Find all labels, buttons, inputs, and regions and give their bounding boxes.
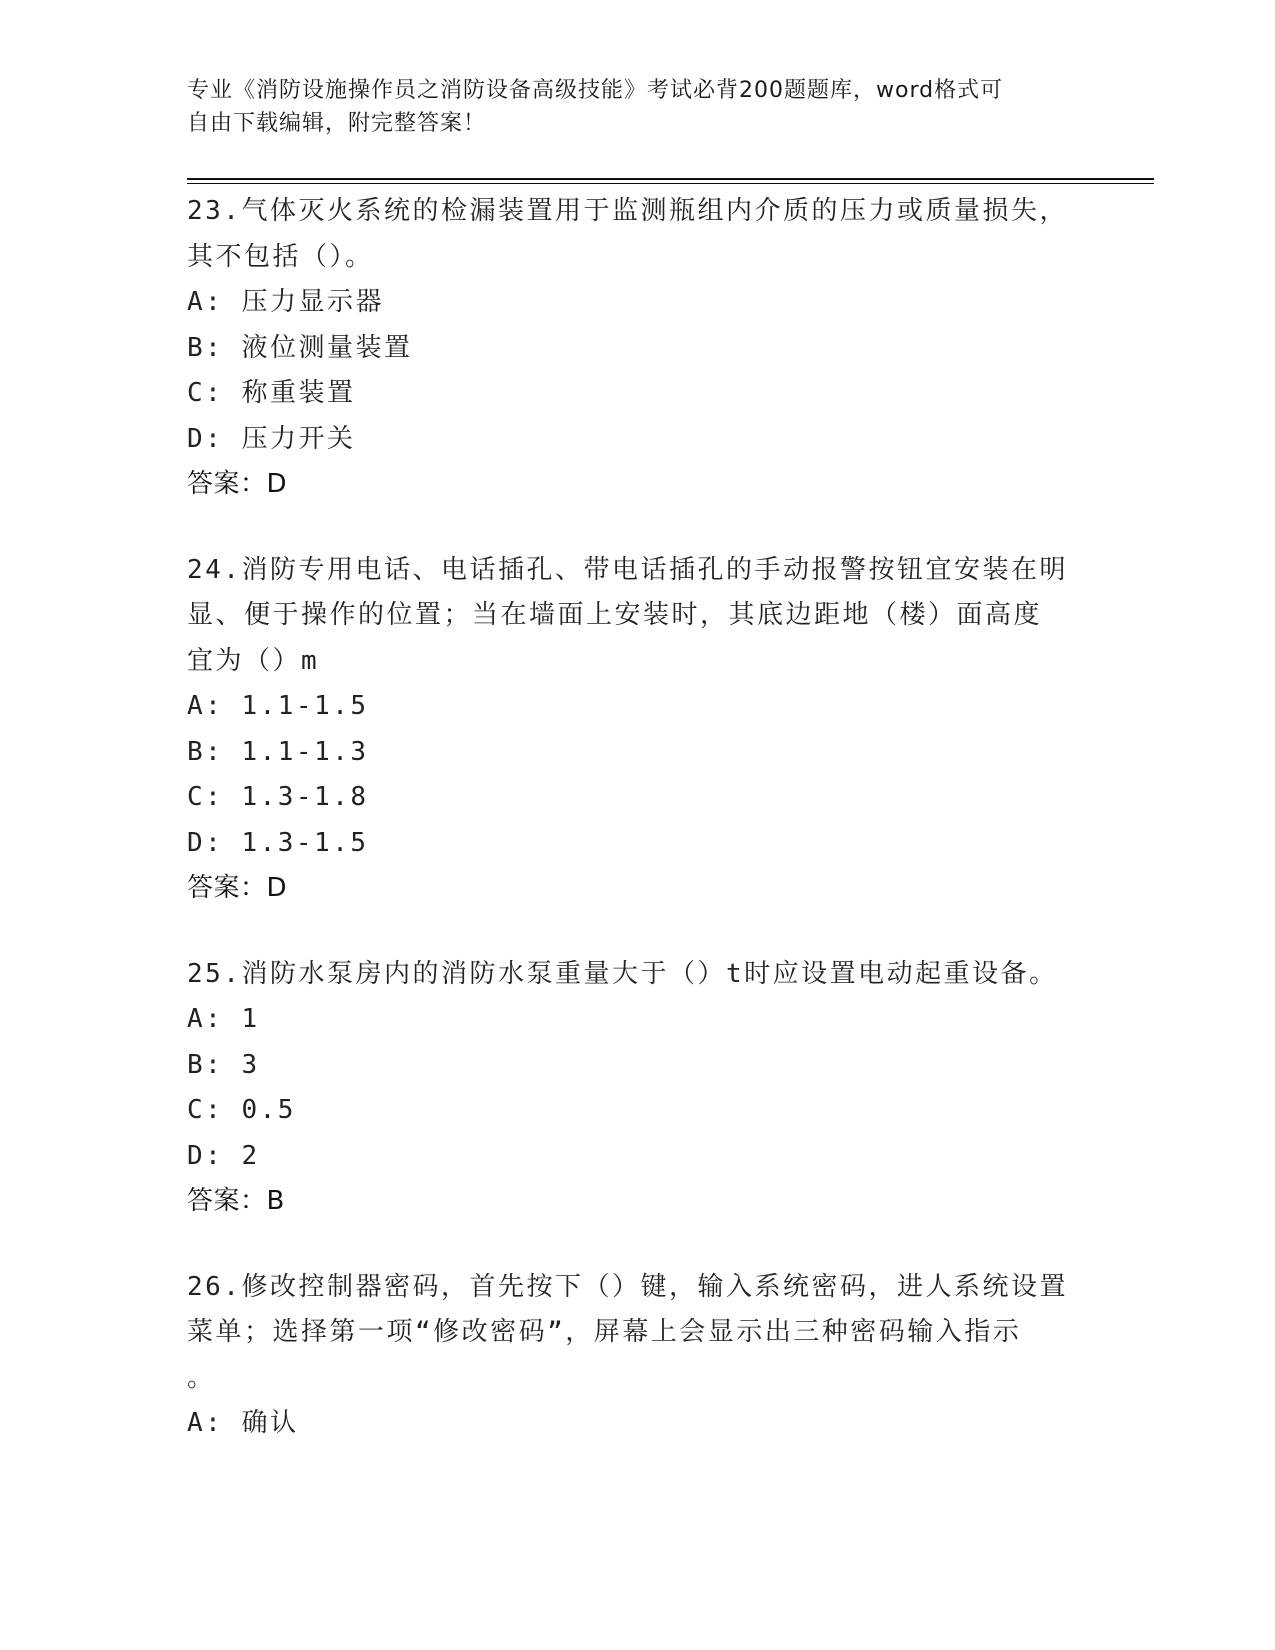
option-a: A: 确认 (187, 1408, 299, 1438)
answer: 答案：D (187, 873, 288, 903)
option-b: B: 3 (187, 1049, 260, 1080)
question-23 (187, 189, 1087, 508)
answer: 答案：D (187, 469, 288, 499)
question-26 (187, 1265, 1087, 1447)
page-header: 专业《消防设施操作员之消防设备高级技能》考试必背200题题库，word格式可 自由下载编辑，附完整答案！ (187, 78, 1004, 136)
header-rule-thick (187, 178, 1154, 180)
question-24 (187, 548, 1087, 912)
answer: 答案：B (187, 1186, 285, 1216)
question-stem: 26.修改控制器密码，首先按下（）键，输入系统密码，进人系统设置 菜单；选择第一项“修改密码”，屏幕上会显示出三种密码输入指示 。 (187, 1271, 1068, 1393)
option-b: B: 液位测量装置 (187, 332, 413, 363)
option-d: D: 2 (187, 1140, 260, 1171)
option-c: C: 0.5 (187, 1095, 296, 1125)
option-c: C: 1.3-1.8 (187, 782, 369, 812)
question-stem: 25.消防水泵房内的消防水泵重量大于（）t时应设置电动起重设备。 (187, 958, 1058, 989)
option-a: A: 1 (187, 1004, 260, 1034)
option-d: D: 1.3-1.5 (187, 827, 369, 858)
option-d: D: 压力开关 (187, 423, 356, 454)
question-stem: 23.气体灭火系统的检漏装置用于监测瓶组内介质的压力或质量损失， 其不包括（）。 (187, 196, 1068, 272)
question-stem: 24.消防专用电话、电话插孔、带电话插孔的手动报警按钮宜安装在明 显、便于操作的位置；当在墙面上安装时，其底边距地（楼）面高度 宜为（）m (187, 554, 1068, 676)
question-list (187, 189, 1087, 1487)
option-c: C: 称重装置 (187, 378, 356, 408)
question-25 (187, 952, 1087, 1225)
option-b: B: 1.1-1.3 (187, 736, 369, 767)
option-a: A: 1.1-1.5 (187, 691, 369, 721)
header-rule-thin (187, 183, 1154, 184)
option-a: A: 压力显示器 (187, 287, 384, 317)
